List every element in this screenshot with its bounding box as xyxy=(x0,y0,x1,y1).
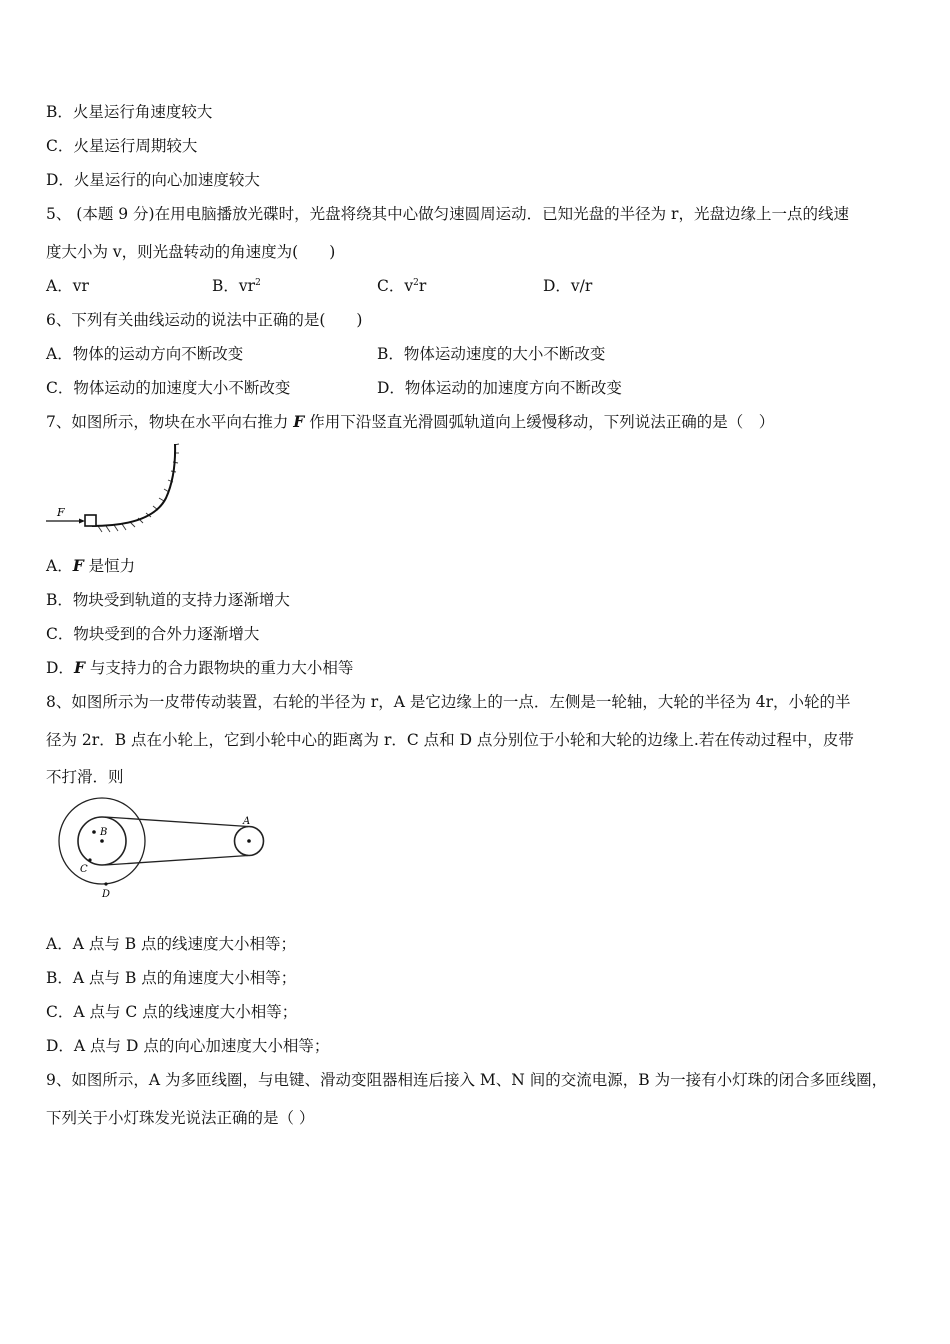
label-d: D xyxy=(102,889,111,900)
q6-option-a: A．物体的运动方向不断改变 xyxy=(46,345,244,363)
q7-option-b: B．物块受到轨道的支持力逐渐增大 xyxy=(46,591,290,609)
point-c-dot xyxy=(88,858,91,861)
q4-option-d: D．火星运行的向心加速度较大 xyxy=(46,171,260,189)
q6-option-c: C．物体运动的加速度大小不断改变 xyxy=(46,379,291,397)
q8-stem-line2: 径为 2r．B 点在小轮上，它到小轮中心的距离为 r．C 点和 D 点分别位于小轮和大轮的边缘上.若在传动过程中，皮带 xyxy=(46,731,854,749)
q7-option-c: C．物块受到的合外力逐渐增大 xyxy=(46,625,260,643)
q9-stem-line1: 9、如图所示，A 为多匝线圈，与电键、滑动变阻器相连后接入 M、N 间的交流电源，B 为一接有小灯珠的闭合多匝线圈， xyxy=(46,1071,888,1089)
q7-option-a: A．F 是恒力 xyxy=(46,556,136,575)
label-a: A xyxy=(243,816,251,827)
q7-arc-track-figure xyxy=(40,440,190,535)
label-c: C xyxy=(80,864,88,875)
q6-option-b: B．物体运动速度的大小不断改变 xyxy=(377,345,606,363)
force-label: F xyxy=(57,506,65,519)
block xyxy=(85,515,96,526)
q7-option-d: D．F 与支持力的合力跟物块的重力大小相等 xyxy=(46,658,354,677)
q8-stem-line1: 8、如图所示为一皮带传动装置，右轮的半径为 r，A 是它边缘上的一点．左侧是一轮轴，大轮的半径为 4r，小轮的半 xyxy=(46,693,851,711)
q4-option-c: C．火星运行周期较大 xyxy=(46,137,198,155)
q5-option-a: A．vr xyxy=(46,277,89,295)
q8-option-b: B．A 点与 B 点的角速度大小相等； xyxy=(46,969,297,987)
belt-bottom xyxy=(105,856,248,866)
q5-stem-line2: 度大小为 v，则光盘转动的角速度为( ) xyxy=(46,243,336,261)
belt-top xyxy=(105,816,251,827)
arc-track xyxy=(92,444,175,526)
q8-stem-line3: 不打滑．则 xyxy=(46,768,124,786)
q9-stem-line2: 下列关于小灯珠发光说法正确的是（ ） xyxy=(46,1109,315,1127)
q5-stem-line1: 5、 (本题 9 分)在用电脑播放光碟时，光盘将绕其中心做匀速圆周运动．已知光盘的半径为 r，光盘边缘上一点的线速 xyxy=(46,205,849,223)
point-d-dot xyxy=(104,882,107,885)
q8-option-a: A．A 点与 B 点的线速度大小相等； xyxy=(46,935,297,953)
right-center-dot xyxy=(247,839,251,843)
q6-option-d: D．物体运动的加速度方向不断改变 xyxy=(377,379,622,397)
label-b: B xyxy=(100,827,108,838)
point-b-dot xyxy=(92,830,96,834)
q6-stem: 6、下列有关曲线运动的说法中正确的是( ) xyxy=(46,311,363,329)
q4-option-b: B．火星运行角速度较大 xyxy=(46,103,213,121)
q5-option-c: C．$v^2r$ xyxy=(377,277,427,295)
q8-option-d: D．A 点与 D 点的向心加速度大小相等； xyxy=(46,1037,330,1055)
q7-stem: 7、如图所示，物块在水平向右推力 F 作用下沿竖直光滑圆弧轨道向上缓慢移动，下列说法正确的是（ ） xyxy=(46,412,775,431)
q5-option-d: D．v/r xyxy=(543,277,593,295)
force-arrowhead xyxy=(79,519,85,524)
q8-belt-drive-figure xyxy=(50,796,275,906)
q5-option-b: B．$vr^2$ xyxy=(212,277,261,295)
left-center-dot xyxy=(100,839,104,843)
q8-option-c: C．A 点与 C 点的线速度大小相等； xyxy=(46,1003,298,1021)
